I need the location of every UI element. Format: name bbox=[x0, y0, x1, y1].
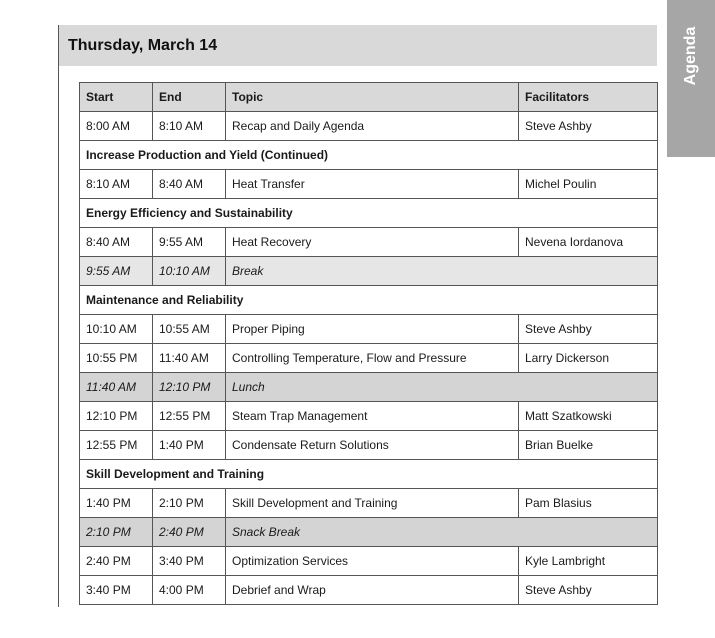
session-row bbox=[80, 112, 658, 141]
cell-facilitator: Steve Ashby bbox=[519, 576, 658, 605]
section-title: Maintenance and Reliability bbox=[80, 286, 658, 315]
cell-topic: Snack Break bbox=[226, 518, 658, 547]
cell-facilitator: Brian Buelke bbox=[519, 431, 658, 460]
cell-topic: Recap and Daily Agenda bbox=[226, 112, 519, 141]
cell-start: 2:40 PM bbox=[80, 547, 153, 576]
header-facilitators: Facilitators bbox=[519, 83, 658, 112]
session-row bbox=[80, 431, 658, 460]
agenda-side-tab-label: Agenda bbox=[682, 26, 699, 86]
cell-start: 8:40 AM bbox=[80, 228, 153, 257]
cell-topic: Optimization Services bbox=[226, 547, 519, 576]
header-end: End bbox=[153, 83, 226, 112]
session-row bbox=[80, 547, 658, 576]
cell-facilitator: Matt Szatkowski bbox=[519, 402, 658, 431]
cell-start: 1:40 PM bbox=[80, 489, 153, 518]
section-title: Energy Efficiency and Sustainability bbox=[80, 199, 658, 228]
cell-end: 2:10 PM bbox=[153, 489, 226, 518]
agenda-header-row bbox=[80, 83, 658, 112]
agenda-table bbox=[79, 82, 658, 605]
cell-start: 8:10 AM bbox=[80, 170, 153, 199]
cell-topic: Steam Trap Management bbox=[226, 402, 519, 431]
cell-start: 8:00 AM bbox=[80, 112, 153, 141]
cell-facilitator: Larry Dickerson bbox=[519, 344, 658, 373]
cell-end: 8:10 AM bbox=[153, 112, 226, 141]
session-row bbox=[80, 228, 658, 257]
break-row bbox=[80, 373, 658, 402]
section-title: Skill Development and Training bbox=[80, 460, 658, 489]
agenda-side-tab bbox=[667, 0, 715, 157]
cell-topic: Heat Transfer bbox=[226, 170, 519, 199]
cell-end: 9:55 AM bbox=[153, 228, 226, 257]
cell-topic: Condensate Return Solutions bbox=[226, 431, 519, 460]
day-title: Thursday, March 14 bbox=[68, 37, 218, 54]
cell-end: 1:40 PM bbox=[153, 431, 226, 460]
day-header bbox=[59, 25, 657, 66]
cell-end: 2:40 PM bbox=[153, 518, 226, 547]
cell-facilitator: Kyle Lambright bbox=[519, 547, 658, 576]
cell-start: 12:55 PM bbox=[80, 431, 153, 460]
cell-end: 10:55 AM bbox=[153, 315, 226, 344]
session-row bbox=[80, 489, 658, 518]
cell-topic: Controlling Temperature, Flow and Pressure bbox=[226, 344, 519, 373]
session-row bbox=[80, 344, 658, 373]
cell-facilitator: Steve Ashby bbox=[519, 315, 658, 344]
header-topic: Topic bbox=[226, 83, 519, 112]
left-margin-rule bbox=[58, 25, 59, 607]
cell-topic: Lunch bbox=[226, 373, 658, 402]
section-row bbox=[80, 199, 658, 228]
session-row bbox=[80, 315, 658, 344]
cell-start: 9:55 AM bbox=[80, 257, 153, 286]
cell-facilitator: Pam Blasius bbox=[519, 489, 658, 518]
session-row bbox=[80, 576, 658, 605]
cell-end: 8:40 AM bbox=[153, 170, 226, 199]
cell-end: 12:10 PM bbox=[153, 373, 226, 402]
cell-start: 12:10 PM bbox=[80, 402, 153, 431]
section-row bbox=[80, 286, 658, 315]
session-row bbox=[80, 402, 658, 431]
header-start: Start bbox=[80, 83, 153, 112]
cell-end: 11:40 AM bbox=[153, 344, 226, 373]
section-row bbox=[80, 460, 658, 489]
agenda-body bbox=[80, 112, 658, 605]
cell-topic: Heat Recovery bbox=[226, 228, 519, 257]
cell-end: 10:10 AM bbox=[153, 257, 226, 286]
cell-start: 2:10 PM bbox=[80, 518, 153, 547]
cell-topic: Skill Development and Training bbox=[226, 489, 519, 518]
break-row bbox=[80, 518, 658, 547]
cell-start: 3:40 PM bbox=[80, 576, 153, 605]
cell-end: 3:40 PM bbox=[153, 547, 226, 576]
cell-start: 11:40 AM bbox=[80, 373, 153, 402]
cell-facilitator: Nevena Iordanova bbox=[519, 228, 658, 257]
cell-end: 12:55 PM bbox=[153, 402, 226, 431]
section-title: Increase Production and Yield (Continued) bbox=[80, 141, 658, 170]
cell-facilitator: Michel Poulin bbox=[519, 170, 658, 199]
section-row bbox=[80, 141, 658, 170]
cell-topic: Debrief and Wrap bbox=[226, 576, 519, 605]
session-row bbox=[80, 170, 658, 199]
cell-topic: Proper Piping bbox=[226, 315, 519, 344]
cell-topic: Break bbox=[226, 257, 658, 286]
cell-end: 4:00 PM bbox=[153, 576, 226, 605]
cell-facilitator: Steve Ashby bbox=[519, 112, 658, 141]
cell-start: 10:55 PM bbox=[80, 344, 153, 373]
break-row bbox=[80, 257, 658, 286]
cell-start: 10:10 AM bbox=[80, 315, 153, 344]
